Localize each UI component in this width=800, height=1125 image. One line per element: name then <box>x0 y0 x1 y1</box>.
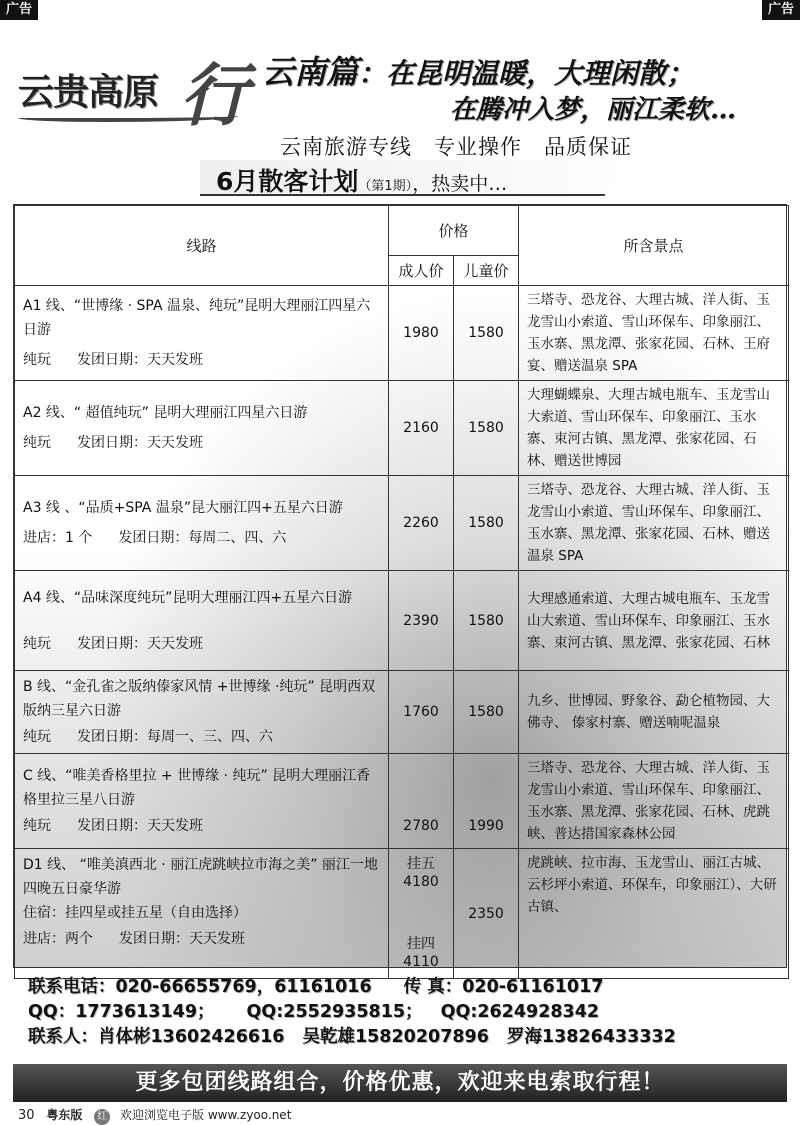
route-spots: 大理蝴蝶泉、大理古城电瓶车、玉龙雪山大索道、雪山环保车、印象丽江、玉水寨、束河古镇、黑龙潭、张家花园、石林、赠送世博园 <box>519 381 789 476</box>
table-row <box>15 671 789 754</box>
headline-line1: ：在昆明温暖，大理闲散； <box>358 57 695 90</box>
child-price: 1580 <box>454 571 519 671</box>
contact-people-label: 联系人： <box>28 1027 98 1047</box>
header-child-price: 儿童价 <box>454 256 519 286</box>
route-tag: 纯玩 <box>23 818 51 834</box>
child-price: 1990 <box>454 754 519 849</box>
headline-line2: 在腾冲入梦，丽江柔软… <box>450 95 737 125</box>
route-spots: 大理感通索道、大理古城电瓶车、玉龙雪山大索道、雪山环保车、印象丽江、玉水寨、束河古镇、黑龙潭、张家花园、石林 <box>519 571 789 671</box>
adult-price: 2160 <box>389 381 454 476</box>
table-row <box>15 476 789 571</box>
slogan: 云南旅游专线 专业操作 品质保证 <box>280 135 632 159</box>
route-tag: 纯玩 <box>23 435 51 451</box>
plan-title <box>216 162 507 198</box>
logo-main-text: 云贵高原 <box>18 71 159 113</box>
header-adult-price: 成人价 <box>389 256 454 286</box>
adult-price: 1760 <box>389 671 454 754</box>
route-name: C 线、“唯美香格里拉 + 世博缘 · 纯玩” 昆明大理丽江香格里拉三星八日游 <box>23 768 371 808</box>
route-tag: 进店：1 个 <box>23 530 93 546</box>
route-tag: 纯玩 <box>23 352 51 368</box>
route-name: A2 线、“ 超值纯玩” 昆明大理丽江四星六日游 <box>23 405 308 421</box>
page-number: 30 <box>18 1108 35 1123</box>
contact-block <box>28 975 788 1050</box>
plan-title-hot: ，热卖中… <box>412 173 508 195</box>
price-5star-label: 挂五 <box>407 856 435 872</box>
edition-label: 粤东版 <box>46 1108 83 1122</box>
table-row <box>15 754 789 849</box>
route-spots: 三塔寺、恐龙谷、大理古城、洋人街、玉龙雪山小索道、雪山环保车、印象丽江、玉水寨、黑龙潭、张家花园、石林、虎跳峡、普达措国家森林公园 <box>519 754 789 849</box>
contact-qq-2: QQ:2552935815； <box>246 1002 423 1022</box>
route-name: B 线、“金孔雀之版纳傣家风情 +世博缘 ·纯玩” 昆明西双版纳三星六日游 <box>23 679 376 719</box>
route-date: 发团日期：天天发班 <box>77 635 203 652</box>
contact-fax: 传 真：020-61161017 <box>403 977 604 997</box>
table-row <box>15 571 789 671</box>
route-date: 发团日期：每周一、三、四、六 <box>77 729 273 745</box>
plan-title-main: 6月散客计划 <box>216 167 359 196</box>
contact-qq-1: QQ：1773613149； <box>28 1002 215 1022</box>
route-table <box>13 204 787 968</box>
more-routes-banner: 更多包团线路组合，价格优惠，欢迎来电索取行程！ <box>13 1064 787 1102</box>
adult-price: 2390 <box>389 571 454 671</box>
table-row <box>15 286 789 381</box>
route-spots: 虎跳峡、拉市海、玉龙雪山、丽江古城、云杉坪小索道、环保车，印象丽江）、大研古镇、 <box>519 849 789 979</box>
route-tag: 纯玩 <box>23 635 51 652</box>
header-price: 价格 <box>389 206 519 256</box>
route-spots: 三塔寺、恐龙谷、大理古城、洋人街、玉龙雪山小索道、雪山环保车、印象丽江、玉水寨、黑龙潭、张家花园、石林、王府宴、赠送温泉 SPA <box>519 286 789 381</box>
header-route: 线路 <box>15 206 389 286</box>
table-row <box>15 381 789 476</box>
child-price: 1580 <box>454 286 519 381</box>
route-name: A1 线、“世博缘 · SPA 温泉、纯玩”昆明大理丽江四星六日游 <box>23 298 371 338</box>
headline <box>262 54 792 128</box>
route-spots: 九乡、世博园、野象谷、勐仑植物园、大佛寺、 傣家村寨、赠送喃呢温泉 <box>519 671 789 754</box>
contact-qq-3: QQ:2624928342 <box>440 1002 600 1022</box>
table-row <box>15 849 789 979</box>
footer-text: 欢迎浏览电子版 www.zyoo.net <box>120 1108 292 1122</box>
child-price: 2350 <box>454 849 519 979</box>
route-name: D1 线、 “唯美滇西北 · 丽江虎跳峡拉市海之美” 丽江一地四晚五日豪华游 <box>23 857 378 897</box>
child-price: 1580 <box>454 671 519 754</box>
logo-big-char: 行 <box>180 56 249 136</box>
child-price: 1580 <box>454 381 519 476</box>
ad-tag-right: 广告 <box>762 0 800 20</box>
route-date: 发团日期：每周二、四、六 <box>118 530 287 546</box>
route-spots: 三塔寺、恐龙谷、大理古城、洋人街、玉龙雪山小索道、雪山环保车、印象丽江、玉水寨、黑龙潭、张家花园、石林、赠送温泉 SPA <box>519 476 789 571</box>
adult-price-options <box>389 849 453 978</box>
price-5star: 4180 <box>403 874 439 890</box>
child-price: 1580 <box>454 476 519 571</box>
contact-person-1: 肖体彬13602426616 <box>98 1027 285 1047</box>
contact-phone: 联系电话：020-66655769，61161016 <box>28 977 372 997</box>
route-tag: 纯玩 <box>23 729 51 745</box>
route-date: 发团日期：天天发班 <box>77 818 203 834</box>
table-header-row <box>15 206 789 256</box>
headline-yunnan: 云南篇 <box>262 53 359 91</box>
route-name: A3 线 、“品质+SPA 温泉”昆大丽江四+五星六日游 <box>23 500 343 516</box>
ad-tag-left: 广告 <box>0 0 38 20</box>
route-date: 发团日期：天天发班 <box>77 352 203 368</box>
route-date: 发团日期：天天发班 <box>77 435 203 451</box>
price-4star-label: 挂四 <box>407 936 435 952</box>
adult-price: 1980 <box>389 286 454 381</box>
adult-price: 2780 <box>389 754 454 849</box>
contact-person-3: 罗海13826433332 <box>506 1027 676 1047</box>
route-date: 发团日期：天天发班 <box>119 931 245 947</box>
page-footer <box>18 1106 291 1125</box>
plan-title-sub: （第1期） <box>358 179 413 194</box>
route-tag: 进店：两个 <box>23 931 93 947</box>
contact-person-2: 吴乾雄15820207896 <box>302 1027 489 1047</box>
hong-badge-icon: 红 <box>94 1109 110 1125</box>
adult-price: 2260 <box>389 476 454 571</box>
brand-logo <box>18 50 258 136</box>
price-4star: 4110 <box>403 954 439 970</box>
header-spots: 所含景点 <box>519 206 789 286</box>
route-stay: 住宿：挂四星或挂五星（自由选择） <box>23 905 247 921</box>
route-name: A4 线、“品味深度纯玩”昆明大理丽江四+五星六日游 <box>23 589 353 606</box>
